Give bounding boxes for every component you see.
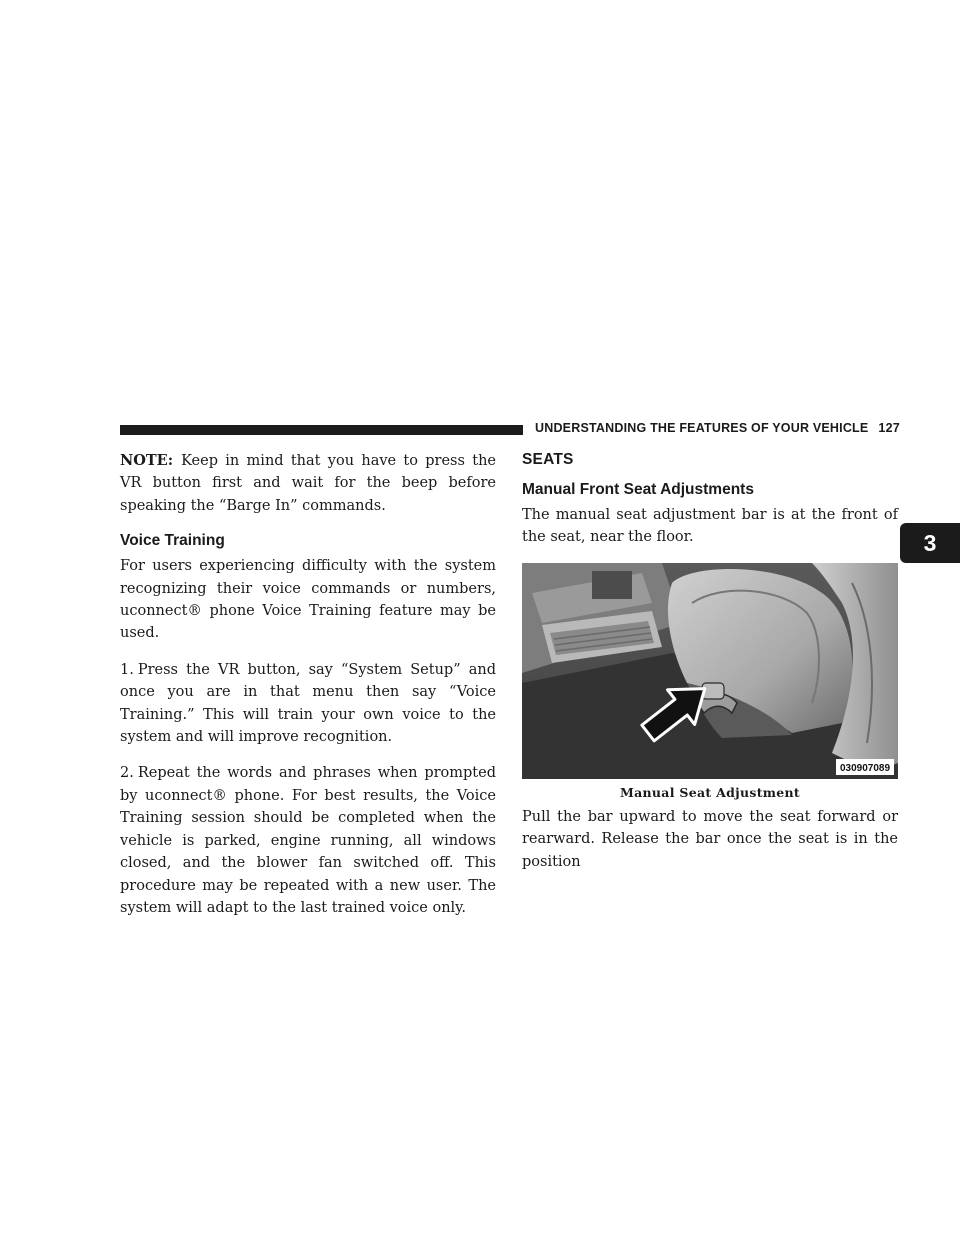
voice-training-heading: Voice Training — [120, 532, 225, 550]
left-column — [120, 450, 496, 933]
right-column — [522, 450, 898, 887]
chapter-tab: 3 — [900, 523, 960, 563]
manual-front-seat-heading: Manual Front Seat Adjustments — [522, 481, 754, 498]
step-1 — [120, 659, 496, 749]
page-number: 127 — [878, 421, 900, 435]
section-title: UNDERSTANDING THE FEATURES OF YOUR VEHICLE — [535, 421, 869, 435]
step-number: 1. — [120, 661, 134, 678]
voice-training-intro: For users experiencing difficulty with the system recognizing their voice commands or numbers, uconnect® phone Voice Training feature may be used. — [120, 558, 496, 642]
running-header — [535, 421, 900, 435]
note-paragraph — [120, 450, 496, 517]
header-rule — [120, 425, 523, 435]
seats-heading: SEATS — [522, 451, 574, 468]
seat-body-text: Pull the bar upward to move the seat forward or rearward. Release the bar once the seat is in the position — [522, 808, 898, 870]
figure-code: 030907089 — [839, 762, 891, 774]
step-2 — [120, 762, 496, 919]
step-text: Repeat the words and phrases when prompted by uconnect® phone. For best results, the Voice Training session should be completed when the vehicle is parked, engine running, all windows closed, and the blower fan switched off. This procedure may be repeated with a new user. The system will adapt to the last trained voice only. — [120, 765, 496, 916]
step-number: 2. — [120, 765, 134, 782]
seat-illustration — [522, 563, 898, 779]
figure-caption: Manual Seat Adjustment — [619, 784, 801, 800]
note-text: Keep in mind that you have to press the VR button first and wait for the beep before speaking the “Barge In” commands. — [120, 453, 496, 514]
seat-adjustment-figure — [522, 563, 898, 800]
step-text: Press the VR button, say “System Setup” and once you are in that menu then say “Voice Training.” This will train your own voice to the system and will improve recognition. — [120, 661, 496, 746]
note-label: NOTE: — [120, 452, 174, 469]
seat-intro: The manual seat adjustment bar is at the front of the seat, near the floor. — [522, 507, 898, 546]
